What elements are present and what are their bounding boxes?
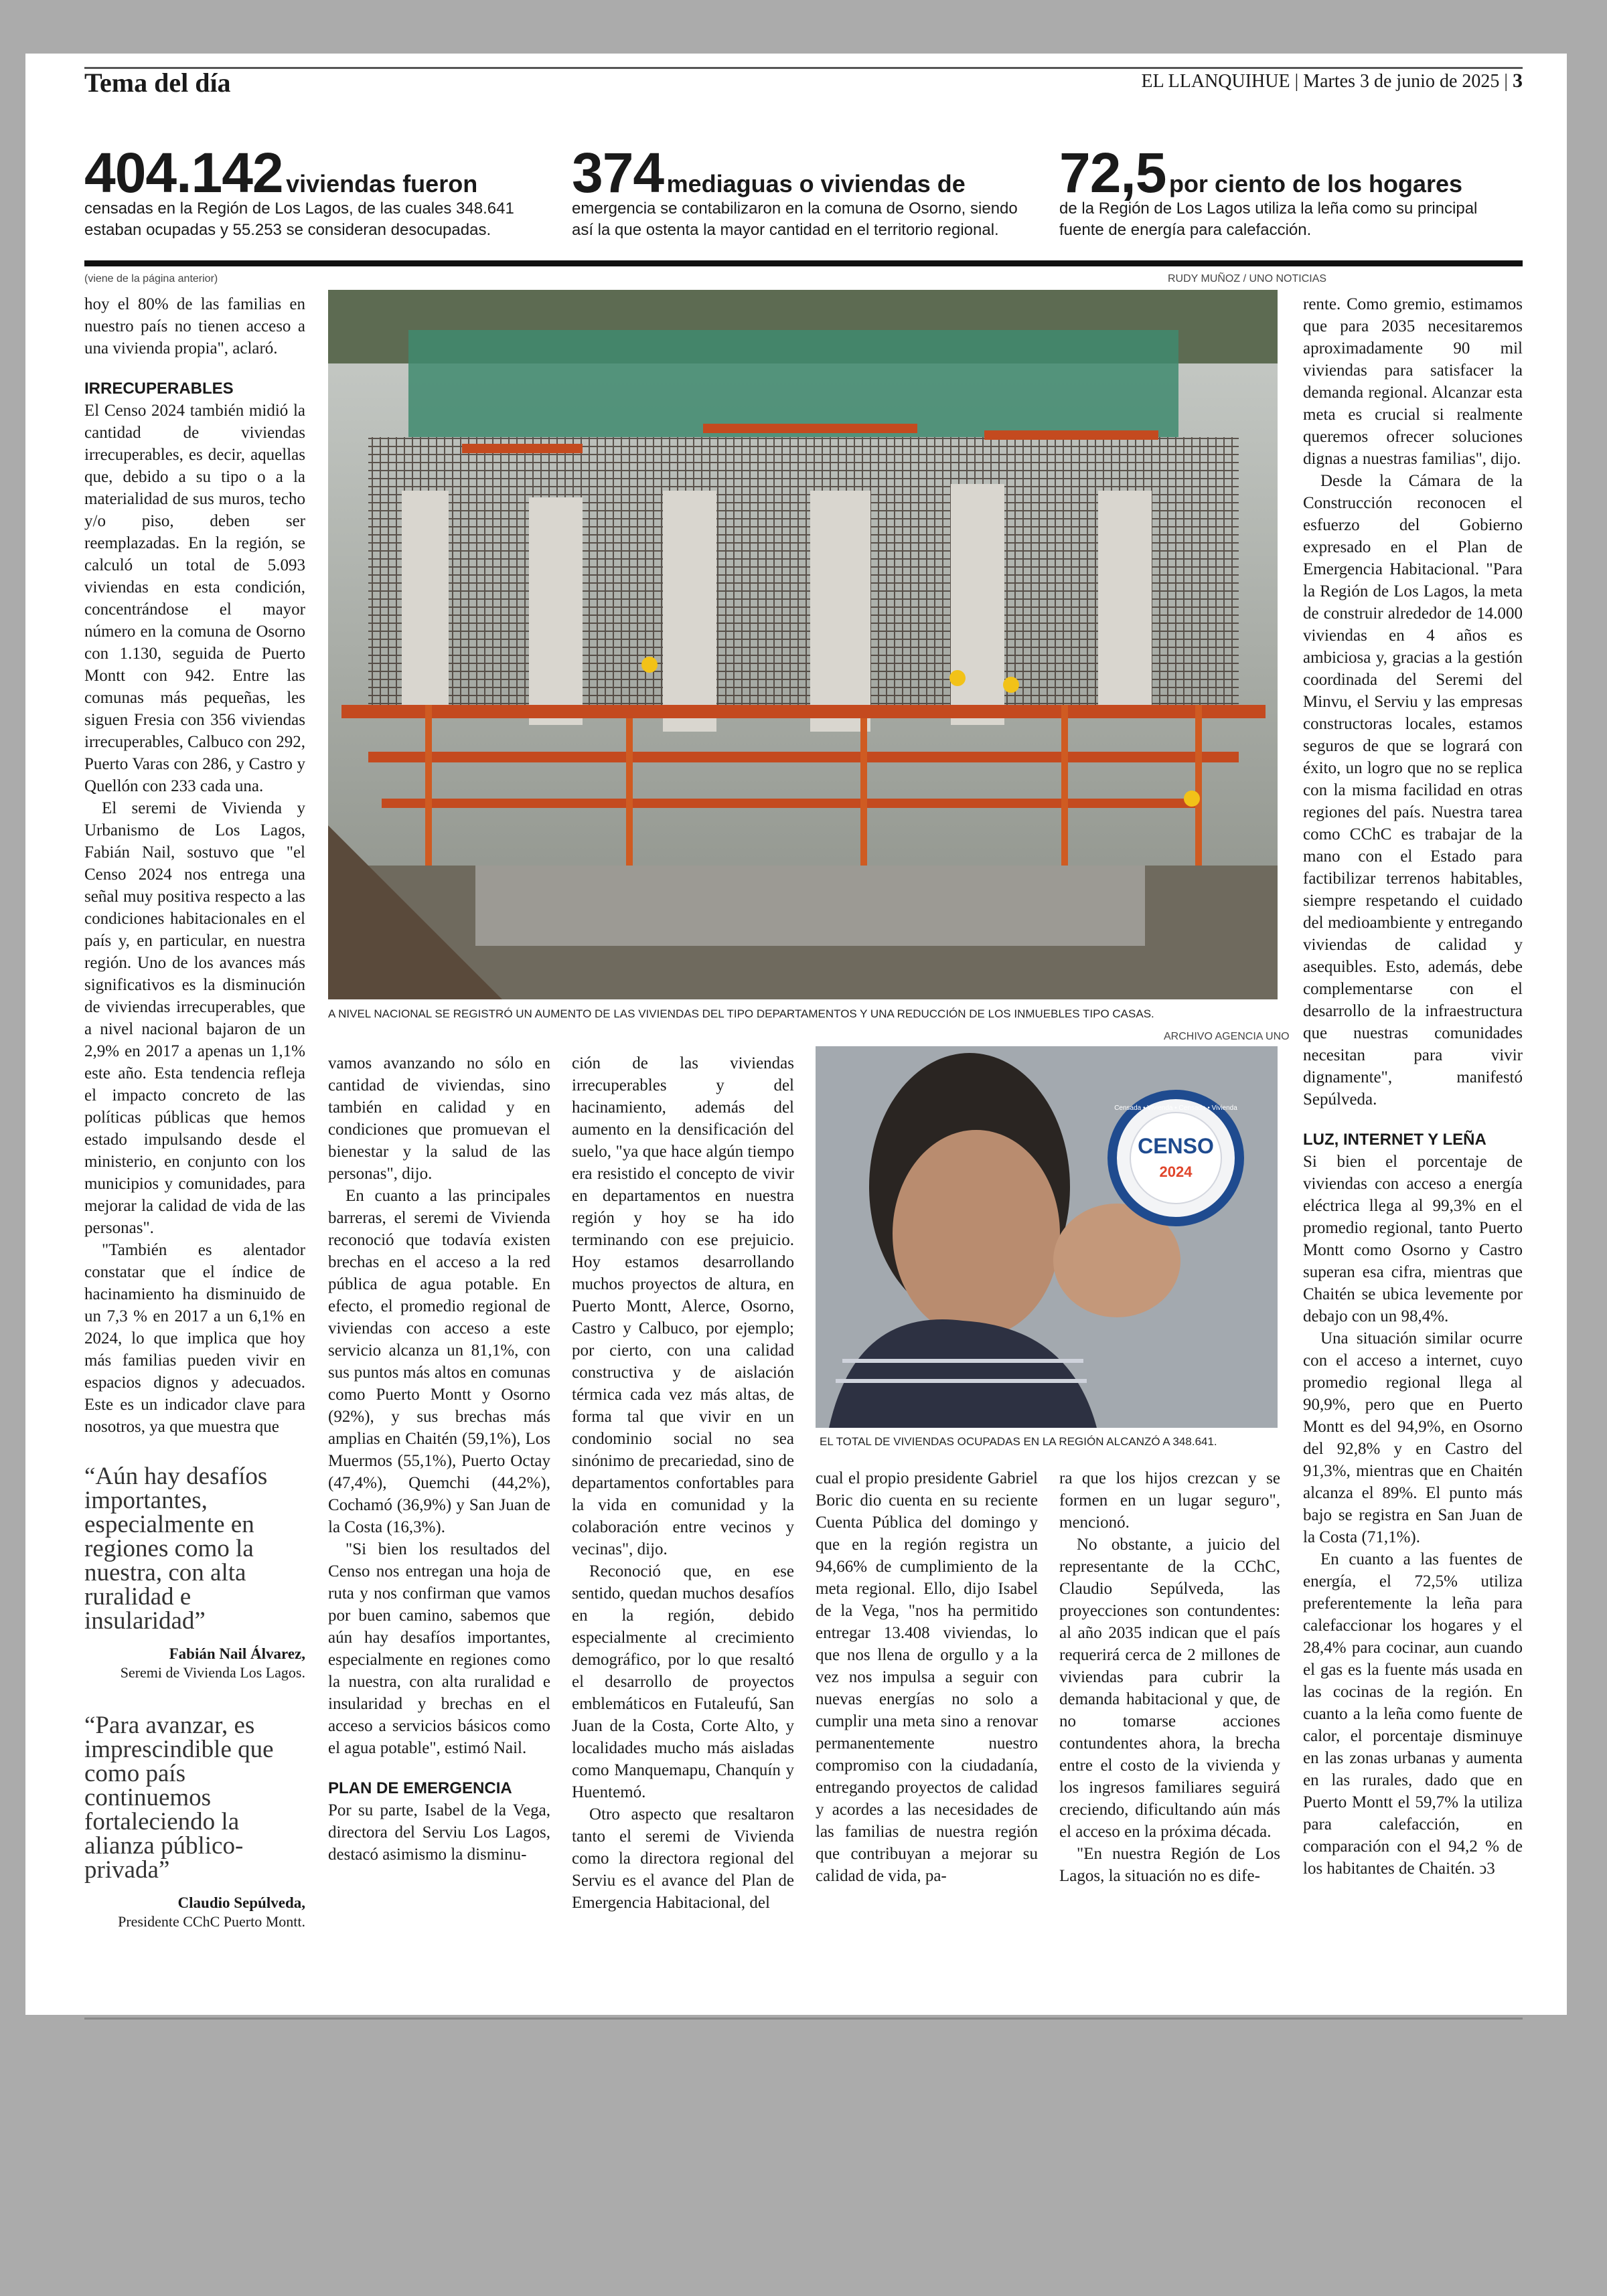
page-number: 3	[1513, 70, 1523, 92]
paragraph: ción de las viviendas irrecuperables y del hacinamiento, además del aumento en la densificación del suelo, "ya que hace algún tiempo era resistido el concepto de vivir en departamentos en nuestra región y hoy se ha ido terminando con ese prejuicio. Hoy estamos desarrollando muchos proyectos de altura, en Puerto Montt, Alerce, Osorno, Castro y Calbuco, por ejemplo; por cierto, con una calidad constructiva y de aislación térmica cada vez más altas, de forma tal que vivir en un condominio social no sea sinónimo de precariedad, sino de departamentos confortables para la vida en comunidad y la colaboración entre vecinos y vecinas", dijo.	[572, 1054, 794, 1558]
page-header-info	[1141, 70, 1523, 92]
quote-role: Seremi de Vivienda Los Lagos.	[120, 1664, 305, 1681]
photo-caption-top: A NIVEL NACIONAL SE REGISTRÓ UN AUMENTO DE LAS VIVIENDAS DEL TIPO DEPARTAMENTOS Y UNA REDUCCIÓN DE LOS INMUEBLES TIPO CASAS.	[328, 1007, 1154, 1020]
badge-main-text: CENSO	[1138, 1134, 1214, 1158]
column-1	[84, 293, 305, 1458]
paragraph: vamos avanzando no sólo en cantidad de viviendas, sino también en calidad y en condiciones que promuevan el bienestar y la salud de las personas", dijo.	[328, 1054, 550, 1183]
construction-illustration	[328, 290, 1278, 999]
column-4	[816, 1467, 1038, 1922]
badge-year-text: 2024	[1159, 1163, 1193, 1180]
paragraph: "También es alentador constatar que el índice de hacinamiento ha disminuido de un 7,3 % en 2017 a un 6,1% en 2024, lo que implica que hoy más familias pueden vivir en espacios dignos y adecuados. Este es un indicador clave para nosotros, ya que muestra que	[84, 1241, 305, 1436]
stat-box-lena	[1059, 141, 1521, 241]
stat-number: 404.142	[84, 141, 283, 204]
stat-description: emergencia se contabilizaron en la comuna de Osorno, siendo así la que ostenta la mayor cantidad en el territorio regional.	[572, 199, 1018, 239]
stat-number: 374	[572, 141, 664, 204]
stat-description: de la Región de Los Lagos utiliza la leña como su principal fuente de energía para calefacción.	[1059, 199, 1478, 239]
paragraph: El Censo 2024 también midió la cantidad de viviendas irrecuperables, es decir, aquellas que, debido a su tipo o a la materialidad de sus muros, techo y/o piso, deben ser reemplazadas. En la región, se calculó un total de 5.093 viviendas en esta condición, concentrándose el mayor número en la comuna de Osorno con 1.130, seguida de Puerto Montt con 942. Entre las comunas más pequeñas, les siguen Fresia con 356 viviendas irrecuperables, Calbuco con 292, Puerto Varas con 286, y Castro y Quellón con 233 cada una.	[84, 402, 305, 795]
paragraph: Otro aspecto que resaltaron tanto el seremi de Vivienda como la directora regional del Serviu es el avance del Plan de Emergencia Habitacional, del	[572, 1805, 794, 1912]
end-mark: ↄ3	[1479, 1860, 1495, 1878]
quote-author: Fabián Nail Álvarez,	[169, 1645, 305, 1662]
quote-author: Claudio Sepúlveda,	[177, 1894, 305, 1911]
column-3	[572, 1052, 794, 1916]
quote-text: “Aún hay desafíos importantes, especialmente en regiones como la nuestra, con alta ruralidad e insularidad”	[84, 1463, 268, 1635]
footer-rule	[84, 2018, 1523, 2020]
badge-ring-text: Censada • Vivienda • Censada • Vivienda	[1114, 1104, 1237, 1112]
paragraph: rente. Como gremio, estimamos que para 2035 necesitaremos aproximadamente 90 mil viviendas para satisfacer la demanda regional. Alcanzar esta meta es crucial si realmente queremos ofrecer soluciones dignas a nuestras familias", dijo.	[1303, 295, 1523, 468]
stat-description: censadas en la Región de Los Lagos, de las cuales 348.641 estaban ocupadas y 55.253 se consideran desocupadas.	[84, 199, 514, 239]
photo-credit-mid: ARCHIVO AGENCIA UNO	[1164, 1031, 1290, 1042]
stat-box-mediaguas	[572, 141, 1034, 241]
header-rule	[84, 67, 1523, 69]
subheading-luz-internet-lena: LUZ, INTERNET Y LEÑA	[1303, 1131, 1486, 1149]
quote-role: Presidente CChC Puerto Montt.	[118, 1913, 305, 1930]
issue-date: | Martes 3 de junio de 2025 |	[1294, 71, 1508, 92]
paragraph: ra que los hijos crezcan y se formen en un lugar seguro", mencionó.	[1059, 1469, 1280, 1532]
paragraph: El seremi de Vivienda y Urbanismo de Los Lagos, Fabián Nail, sostuvo que "el Censo 2024 nos entrega una señal muy positiva respecto a las condiciones habitacionales en el país y, en particular, en nuestra región. Uno de los avances más significativos es la disminución de viviendas irrecuperables, que a nivel nacional bajaron de un 2,9% en 2017 a apenas un 1,1% este año. Esta tendencia refleja el impacto concreto de las políticas públicas que hemos estado impulsando desde el ministerio, en conjunto con los municipios y comunidades, para mejorar la calidad de vida de las personas".	[84, 799, 305, 1237]
census-illustration	[816, 1046, 1278, 1428]
paragraph: Desde la Cámara de la Construcción reconocen el esfuerzo del Gobierno expresado en el Plan de Emergencia Habitacional. "Para la Región de Los Lagos, la meta de construir alrededor de 14.000 viviendas en 4 años es ambiciosa y, gracias a la gestión coordinada del Seremi del Minvu, el Serviu y las empresas constructoras locales, estamos seguros de que se logrará con éxito, un logro que no se replica con la misma facilidad en otras regiones del país. Nuestra tarea como CChC es trabajar de la mano con el Estado para factibilizar terrenos habitables, siempre respetando el cuidado del medioambiente y entregando viviendas de calidad y asequibles. Esto, además, debe complementarse con el desarrollo de la infraestructura que nuestras comunidades necesitan para vivir dignamente", manifestó Sepúlveda.	[1303, 472, 1523, 1109]
paragraph: Una situación similar ocurre con el acceso a internet, cuyo promedio regional llega al 90,9%, pero que en Puerto Montt es del 94,9%, en Osorno del 92,8% y en Castro del 91,3%, mientras que en Chaitén alcanza el 89%. El punto más bajo se registra en San Juan de la Costa (71,1%).	[1303, 1329, 1523, 1546]
continued-note: (viene de la página anterior)	[84, 273, 218, 284]
paragraph: Si bien el porcentaje de viviendas con acceso a energía eléctrica llega al 99,3% en el promedio regional, tanto Puerto Montt como Osorno y Castro superan esa cifra, mientras que Chaitén se ubica levemente por debajo con un 98,4%.	[1303, 1153, 1523, 1325]
column-5	[1059, 1467, 1280, 1922]
pull-quote-sepulveda	[84, 1714, 305, 1932]
column-6	[1303, 293, 1523, 1913]
stats-rule	[84, 260, 1523, 266]
paragraph-text: En cuanto a las fuentes de energía, el 72,5% utiliza preferentemente la leña para calefaccionar los hogares y el 28,4% para cocinar, aun cuando el gas es la fuente más usada en las cocinas de la región. En cuanto a la leña como fuente de calor, el porcentaje disminuye en las zonas urbanas y aumenta en las rurales, dado que en Puerto Montt el 59,7% la utiliza para calefacción, en comparación con el 94,2 % de los habitantes de Chaitén.	[1303, 1550, 1523, 1878]
stat-headline: viviendas fueron	[286, 170, 478, 197]
paragraph: "Si bien los resultados del Censo nos entregan una hoja de ruta y nos confirman que vamos por buen camino, sabemos que aún hay desafíos importantes, especialmente en regiones como la nuestra, con alta ruralidad e insularidad y brechas en el acceso a servicios básicos como el agua potable", estimó Nail.	[328, 1540, 550, 1757]
paragraph: No obstante, a juicio del representante de la CChC, Claudio Sepúlveda, las proyecciones son contundentes: al año 2035 indican que el país requerirá cerca de 2 millones de viviendas para cubrir la demanda habitacional y que, de no tomarse acciones contundentes ahora, la brecha entre el costo de la vivienda y los ingresos familiares seguirá creciendo, dificultando aún más el acceso en la próxima década.	[1059, 1536, 1280, 1841]
construction-photo	[328, 290, 1278, 999]
photo-caption-mid: EL TOTAL DE VIVIENDAS OCUPADAS EN LA REGIÓN ALCANZÓ A 348.641.	[820, 1435, 1217, 1448]
quote-text: “Para avanzar, es imprescindible que como país continuemos fortaleciendo la alianza público-privada”	[84, 1712, 274, 1884]
paragraph: En cuanto a las principales barreras, el seremi de Vivienda reconoció que todavía existen brechas en el acceso a la red pública de agua potable. En efecto, el promedio regional de viviendas con acceso a este servicio alcanza un 81,1%, con sus puntos más altos en comunas como Puerto Montt y Osorno (92%), y sus brechas más amplias en Chaitén (59,1%), Los Muermos (55,1%), Puerto Octay (47,4%), Quemchi (44,2%), Cochamó (36,9%) y San Juan de la Costa (16,3%).	[328, 1187, 550, 1536]
stat-headline: mediaguas o viviendas de	[666, 170, 966, 197]
section-title: Tema del día	[84, 68, 231, 98]
census-photo	[816, 1046, 1278, 1428]
publication-name: EL LLANQUIHUE	[1141, 71, 1290, 92]
column-2	[328, 1052, 550, 1916]
paragraph: hoy el 80% de las familias en nuestro país no tienen acceso a una vivienda propia", aclaró.	[84, 295, 305, 357]
stat-headline: por ciento de los hogares	[1168, 170, 1463, 197]
photo-credit-top: RUDY MUÑOZ / UNO NOTICIAS	[1168, 273, 1327, 284]
stat-box-viviendas	[84, 141, 546, 241]
paragraph: Reconoció que, en ese sentido, quedan muchos desafíos en la región, debido especialmente al crecimiento demográfico, por lo que resaltó el desarrollo de proyectos emblemáticos en Futaleufú, San Juan de la Costa, Corte Alto, y localidades mucho más aisladas como Manquemapu, Chanquín y Huentemó.	[572, 1562, 794, 1801]
subheading-plan-emergencia: PLAN DE EMERGENCIA	[328, 1779, 512, 1797]
subheading-irrecuperables: IRRECUPERABLES	[84, 380, 234, 398]
paragraph	[1303, 1548, 1523, 1880]
paragraph: cual el propio presidente Gabriel Boric dio cuenta en su reciente Cuenta Pública del domingo y que en la región registra un 94,66% de cumplimiento de la meta regional. Ello, dijo Isabel de la Vega, "nos ha permitido entregar 13.408 viviendas, lo que nos llena de orgullo y a la vez nos impulsa a seguir con nuevas energías no solo a cumplir una meta sino a renovar permanentemente nuestro compromiso con la ciudadanía, entregando proyectos de calidad y acordes a las necesidades de las familias de nuestra región que contribuyan a mejorar su calidad de vida, pa-	[816, 1469, 1038, 1885]
paragraph: Por su parte, Isabel de la Vega, directora del Serviu Los Lagos, destacó asimismo la disminu-	[328, 1801, 550, 1864]
stat-number: 72,5	[1059, 141, 1166, 204]
pull-quote-nail	[84, 1465, 305, 1683]
paragraph: "En nuestra Región de Los Lagos, la situación no es dife-	[1059, 1845, 1280, 1885]
